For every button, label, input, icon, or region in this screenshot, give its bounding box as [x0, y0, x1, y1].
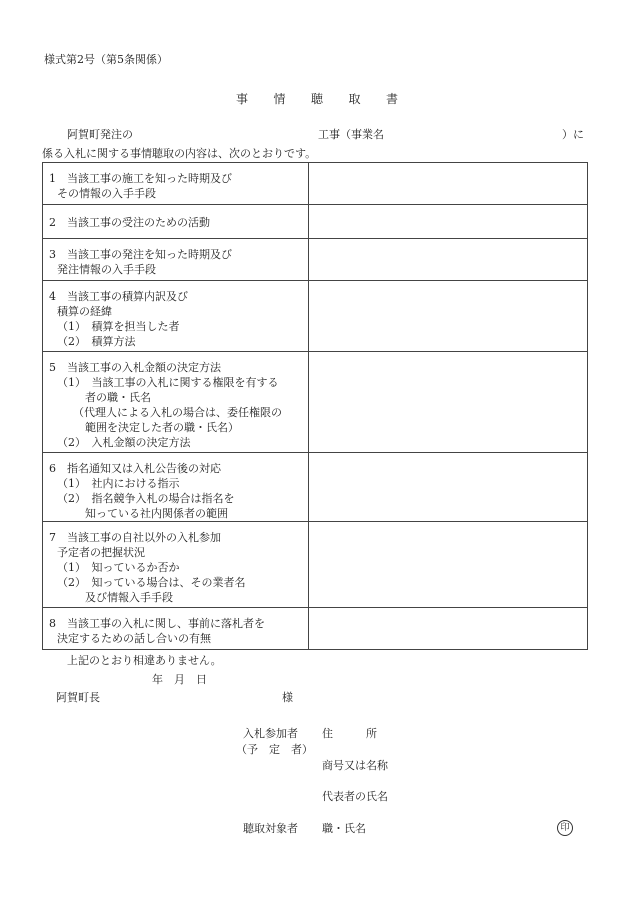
question-text: 6 指名通知又は入札公告後の対応	[49, 462, 221, 475]
question-text: 7 当該工事の自社以外の入札参加	[49, 531, 221, 544]
question-text: 5 当該工事の入札金額の決定方法	[49, 361, 221, 374]
intro-line-2: 係る入札に関する事情聴取の内容は、次のとおりです。	[42, 147, 317, 160]
answer-cell[interactable]	[309, 453, 588, 522]
question-cell	[43, 608, 309, 650]
table-row	[43, 205, 588, 239]
title-char: 書	[386, 92, 399, 106]
confirmation-text: 上記のとおり相違ありません。	[67, 654, 222, 667]
table-row	[43, 281, 588, 352]
question-text: 8 当該工事の入札に関し、事前に落札者を	[49, 617, 265, 630]
question-text: 積算の経緯	[57, 305, 112, 318]
question-text: （1） 積算を担当した者	[57, 320, 180, 333]
table-row	[43, 522, 588, 608]
question-cell	[43, 453, 309, 522]
question-text: （代理人による入札の場合は、委任権限の	[73, 406, 282, 419]
question-cell	[43, 239, 309, 281]
document-title	[236, 93, 412, 105]
question-text: （1） 当該工事の入札に関する権限を有する	[57, 376, 279, 389]
question-text: 2 当該工事の受注のための活動	[49, 216, 210, 229]
question-text: 者の職・氏名	[85, 391, 151, 404]
intro-closing: ）に	[562, 128, 584, 141]
intro-ordering-party: 阿賀町発注の	[67, 128, 133, 141]
question-text: 予定者の把握状況	[57, 546, 145, 559]
answer-cell[interactable]	[309, 352, 588, 453]
inquiry-table	[42, 162, 588, 650]
answer-cell[interactable]	[309, 608, 588, 650]
question-cell	[43, 352, 309, 453]
answer-cell[interactable]	[309, 281, 588, 352]
title-char: 事	[236, 92, 249, 106]
table-row	[43, 608, 588, 650]
interviewee-label: 聴取対象者	[243, 822, 298, 835]
question-text: （2） 積算方法	[57, 335, 136, 348]
table-row	[43, 453, 588, 522]
question-cell	[43, 281, 309, 352]
bidder-label: 入札参加者	[243, 727, 298, 740]
position-name-label: 職・氏名	[322, 822, 366, 835]
question-cell	[43, 205, 309, 239]
title-char: 聴	[311, 92, 324, 106]
question-cell	[43, 163, 309, 205]
table-row	[43, 163, 588, 205]
answer-cell[interactable]	[309, 239, 588, 281]
question-text: 発注情報の入手手段	[57, 263, 156, 276]
question-text: 及び情報入手手段	[85, 591, 173, 604]
company-name-label: 商号又は名称	[322, 759, 388, 772]
table-row	[43, 239, 588, 281]
question-text: 知っている社内関係者の範囲	[85, 507, 228, 520]
question-text: （2） 知っている場合は、その業者名	[57, 576, 246, 589]
question-text: 決定するための話し合いの有無	[57, 632, 211, 645]
date-line: 年 月 日	[152, 673, 207, 686]
address-label: 住 所	[322, 727, 377, 740]
addressee-honorific: 様	[282, 691, 293, 704]
question-text: 1 当該工事の施工を知った時期及び	[49, 172, 232, 185]
answer-cell[interactable]	[309, 163, 588, 205]
question-text: （2） 入札金額の決定方法	[57, 436, 191, 449]
question-text: （1） 知っているか否か	[57, 561, 180, 574]
seal-mark: 印	[557, 820, 573, 836]
question-text: その情報の入手手段	[57, 187, 156, 200]
representative-label: 代表者の氏名	[322, 790, 388, 803]
answer-cell[interactable]	[309, 522, 588, 608]
table-row	[43, 352, 588, 453]
answer-cell[interactable]	[309, 205, 588, 239]
addressee: 阿賀町長	[56, 691, 100, 704]
question-text: 3 当該工事の発注を知った時期及び	[49, 248, 232, 261]
question-text: 4 当該工事の積算内訳及び	[49, 290, 188, 303]
title-char: 取	[348, 92, 361, 106]
question-text: （2） 指名競争入札の場合は指名を	[57, 492, 235, 505]
question-text: 範囲を決定した者の職・氏名）	[85, 421, 239, 434]
bidder-sub-label: （予 定 者）	[236, 743, 313, 756]
question-cell	[43, 522, 309, 608]
question-text: （1） 社内における指示	[57, 477, 180, 490]
title-char: 情	[273, 92, 286, 106]
intro-project-label: 工事（事業名	[318, 128, 384, 141]
form-number: 様式第2号（第5条関係）	[44, 53, 168, 66]
